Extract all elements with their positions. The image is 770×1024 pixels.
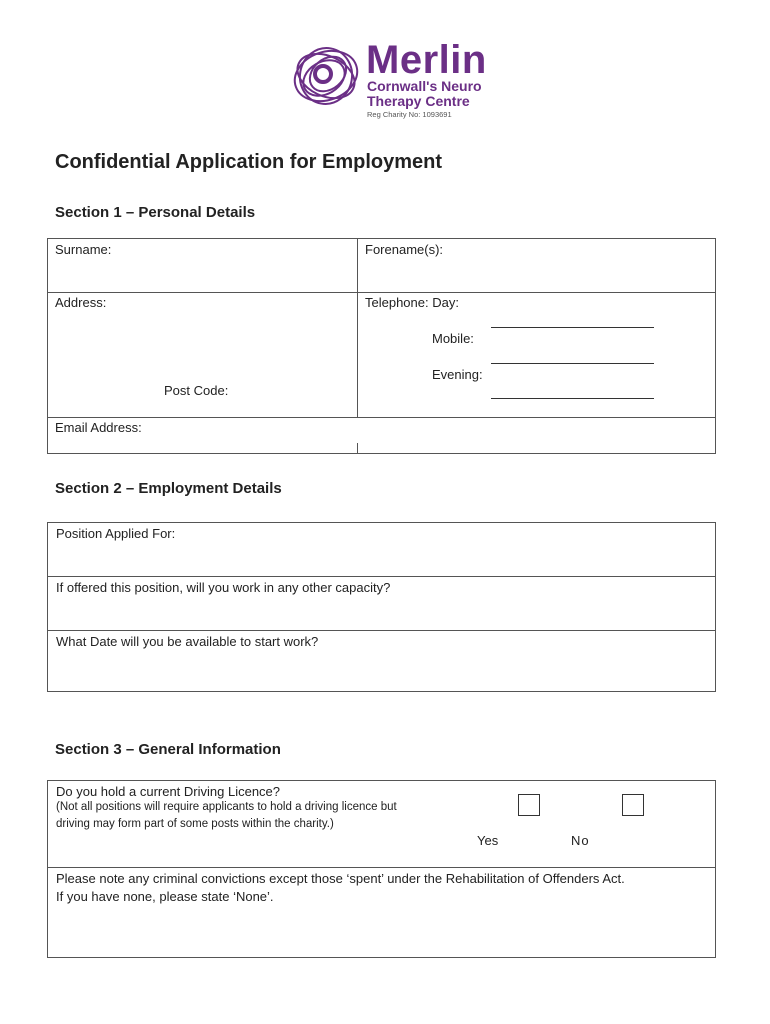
address-label: Address: (55, 295, 107, 310)
driving-licence-question: Do you hold a current Driving Licence? (56, 784, 281, 799)
personal-details-table (47, 238, 716, 454)
charity-reg-number: Reg Charity No: 1093691 (367, 110, 452, 119)
other-capacity-label: If offered this position, will you work in any other capacity? (56, 580, 391, 595)
criminal-convictions-field[interactable] (48, 868, 715, 957)
evening-line[interactable] (491, 398, 654, 399)
section1-heading: Section 1 – Personal Details (55, 204, 256, 221)
merlin-logo-mark-icon (290, 40, 362, 112)
driving-licence-note-line2: driving may form part of some posts within the charity.) (56, 818, 334, 830)
page-title: Confidential Application for Employment (55, 151, 443, 173)
section3-heading: Section 3 – General Information (55, 741, 281, 758)
logo-subtitle-line2: Therapy Centre (367, 93, 470, 109)
logo-name: Merlin (366, 38, 487, 82)
address-field[interactable] (48, 293, 357, 417)
employment-details-table (47, 522, 716, 692)
mobile-line[interactable] (491, 363, 654, 364)
merlin-logo (290, 40, 520, 125)
telephone-day-line[interactable] (491, 327, 654, 328)
telephone-cell (358, 293, 715, 417)
telephone-day-label: Telephone: Day: (365, 295, 459, 310)
other-capacity-field[interactable] (48, 577, 715, 630)
general-information-table (47, 780, 716, 958)
logo-subtitle-line1: Cornwall's Neuro (367, 78, 482, 94)
no-label: No (571, 833, 590, 848)
logo-subtitle (367, 79, 527, 109)
position-applied-field[interactable] (48, 523, 715, 576)
forenames-label: Forename(s): (365, 242, 444, 257)
evening-label: Evening: (432, 367, 483, 382)
section2-heading: Section 2 – Employment Details (55, 480, 282, 497)
email-label: Email Address: (55, 420, 142, 435)
postcode-label: Post Code: (164, 383, 229, 398)
licence-no-checkbox[interactable] (622, 794, 644, 816)
forenames-field[interactable] (358, 239, 715, 292)
convictions-line1: Please note any criminal convictions except those ‘spent’ under the Rehabilitation of Offenders Act. (56, 871, 625, 886)
yes-label: Yes (477, 833, 499, 848)
start-date-field[interactable] (48, 631, 715, 691)
mobile-label: Mobile: (432, 331, 474, 346)
licence-yes-checkbox[interactable] (518, 794, 540, 816)
start-date-label: What Date will you be available to start work? (56, 634, 319, 649)
surname-label: Surname: (55, 242, 112, 257)
email-field[interactable] (48, 418, 715, 453)
surname-field[interactable] (48, 239, 357, 292)
convictions-line2: If you have none, please state ‘None’. (56, 889, 274, 904)
driving-licence-cell (48, 781, 715, 867)
position-applied-label: Position Applied For: (56, 526, 176, 541)
driving-licence-note-line1: (Not all positions will require applicants to hold a driving licence but (56, 801, 397, 813)
